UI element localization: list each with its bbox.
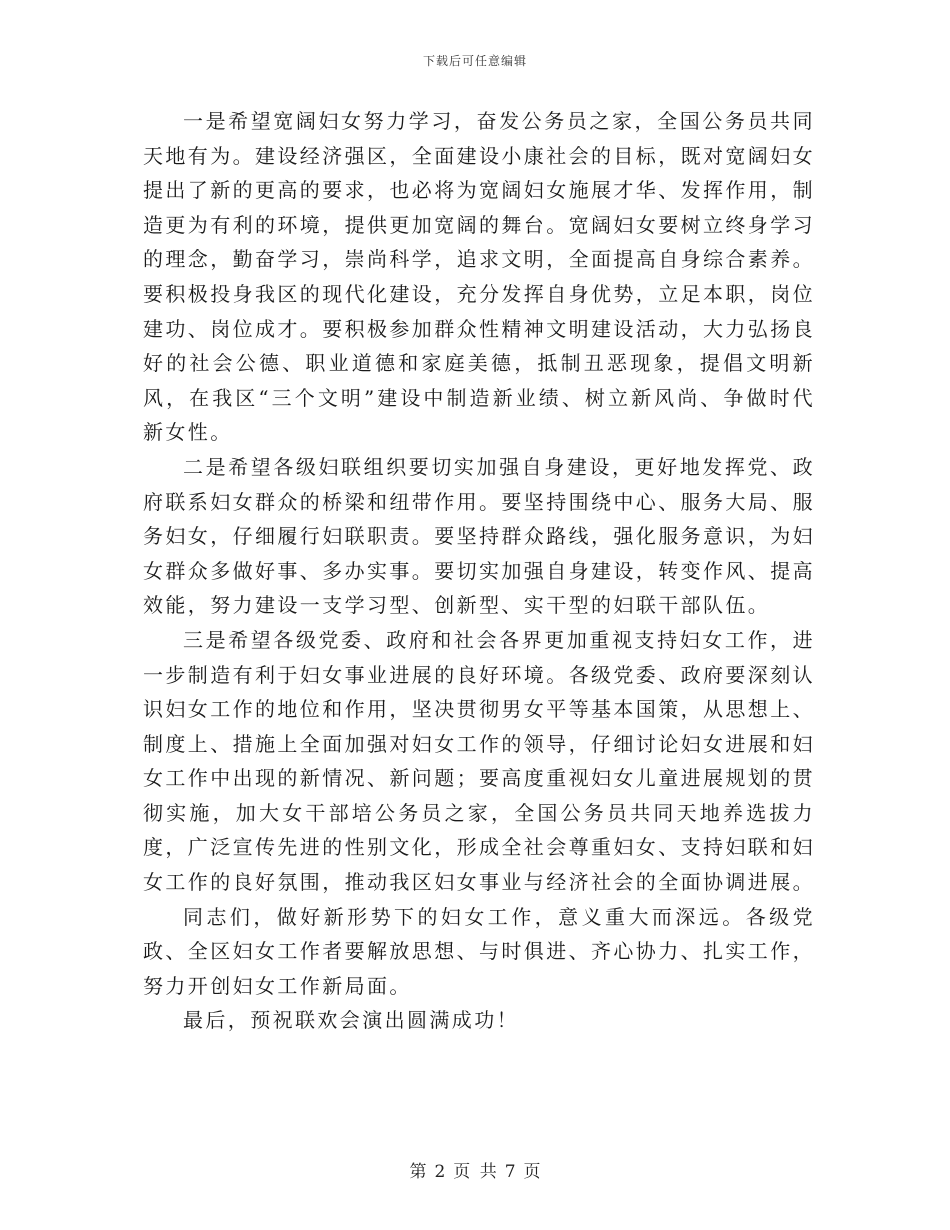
page-number-current: 2	[434, 1162, 446, 1182]
page-footer-suffix: 页	[523, 1162, 541, 1182]
paragraph-3: 三是希望各级党委、政府和社会各界更加重视支持妇女工作，进一步制造有利于妇女事业进展的良好环境。各级党委、政府要深刻认识妇女工作的地位和作用，坚决贯彻男女平等基本国策，从思想上、制度上、措施上全面加强对妇女工作的领导，仔细讨论妇女进展和妇女工作中出现的新情况、新问题；要高度重视妇女儿童进展规划的贯彻实施，加大女干部培公务员之家，全国公务员共同天地养选拔力度，广泛宣传先进的性别文化，形成全社会尊重妇女、支持妇联和妇女工作的良好氛围，推动我区妇女事业与经济社会的全面协调进展。	[143, 627, 815, 895]
page-footer-prefix: 第	[409, 1162, 427, 1182]
page-footer-middle: 页 共	[453, 1162, 497, 1182]
page-header: 下载后可任意编辑	[422, 54, 527, 68]
document-body	[143, 104, 815, 1038]
page-number-total: 7	[504, 1162, 516, 1182]
paragraph-5: 最后，预祝联欢会演出圆满成功！	[183, 1008, 519, 1033]
paragraph-2: 二是希望各级妇联组织要切实加强自身建设，更好地发挥党、政府联系妇女群众的桥梁和纽带作用。要坚持围绕中心、服务大局、服务妇女，仔细履行妇联职责。要坚持群众路线，强化服务意识，为妇女群众多做好事、多办实事。要切实加强自身建设，转变作风、提高效能，努力建设一支学习型、创新型、实干型的妇联干部队伍。	[143, 454, 815, 618]
paragraph-1: 一是希望宽阔妇女努力学习，奋发公务员之家，全国公务员共同天地有为。建设经济强区，全面建设小康社会的目标，既对宽阔妇女提出了新的更高的要求，也必将为宽阔妇女施展才华、发挥作用，制造更为有利的环境，提供更加宽阔的舞台。宽阔妇女要树立终身学习的理念，勤奋学习，崇尚科学，追求文明，全面提高自身综合素养。要积极投身我区的现代化建设，充分发挥自身优势，立足本职，岗位建功、岗位成才。要积极参加群众性精神文明建设活动，大力弘扬良好的社会公德、职业道德和家庭美德，抵制丑恶现象，提倡文明新风，在我区“三个文明”建设中制造新业绩、树立新风尚、争做时代新女性。	[143, 109, 815, 445]
page-footer	[0, 1157, 950, 1182]
paragraph-4: 同志们，做好新形势下的妇女工作，意义重大而深远。各级党政、全区妇女工作者要解放思想、与时俱进、齐心协力、扎实工作，努力开创妇女工作新局面。	[143, 904, 815, 998]
